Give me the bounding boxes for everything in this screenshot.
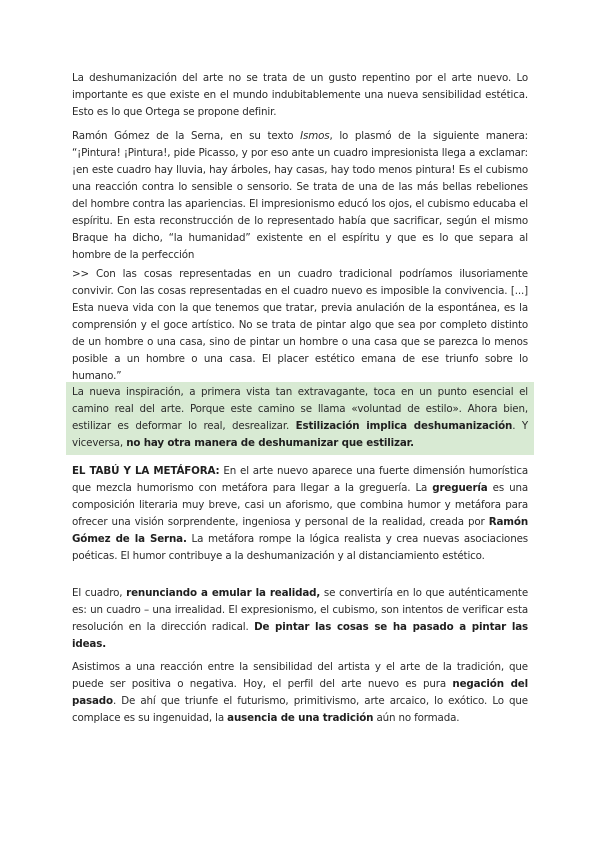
tradicion-bold-1: negación del pasado	[72, 678, 528, 707]
cuadro-text-2: se convertiría en lo que auténticamente es: un cuadro – una irrealidad. El expresionismo, el cubismo, son intentos de verificar esta resolución en la dirección radical.	[72, 587, 528, 633]
tabu-text-1: En el arte nuevo aparece una fuerte dimensión humorística que mezcla humorismo con metáfora para llegar a la greguería. La	[72, 465, 528, 494]
quote-text: , lo plasmó de la siguiente manera: “¡Pintura! ¡Pintura!, pide Picasso, y por eso ante un cuadro impresionista llega a exclamar: ¡en este cuadro hay lluvia, hay árboles, hay casas, hay todo menos pintura! Es el cubismo una reacción contra lo sensible o sensorio. Se trata de una de las más bellas rebeliones del hombre contra las apariencias. El impresionismo educó los ojos, el cubismo educaba el espíritu. En esta reconstrucción de lo representado había que sacrificar, según el mismo Braque ha dicho, “la humanidad” existente en el espíritu y que es lo que separa al hombre de la perfección	[72, 130, 528, 261]
stylization-text: La nueva inspiración, a primera vista tan extravagante, toca en un punto esencial el camino real del arte. Porque este camino se llama «voluntad de estilo». Ahora bien, estilizar es deformar lo real, desrealizar.	[72, 386, 528, 432]
quote-intro-text: Ramón Gómez de la Serna, en su texto	[72, 130, 301, 142]
tabu-text-2: es una composición literaria muy breve, casi un aforismo, que combina humor y metáfora para ofrecer una visión sorprendente, ingeniosa y personal de la realidad, creada por	[72, 482, 528, 528]
paragraph-continuation	[72, 266, 528, 385]
paragraph-tabu-metafora	[72, 463, 528, 565]
paragraph-intro-text: La deshumanización del arte no se trata de un gusto repentino por el arte nuevo. Lo importante es que existe en el mundo indubitablemente una nueva sensibilidad estética. Esto es lo que Ortega se propone definir.	[72, 72, 528, 118]
stylization-bold-1: Estilización implica deshumanización	[295, 420, 513, 432]
tabu-text-3: La metáfora rompe la lógica realista y crea nuevas asociaciones poéticas. El humor contribuye a la deshumanización y al distanciamiento estético.	[72, 533, 528, 562]
paragraph-gomez-quote	[72, 128, 528, 264]
section-heading-tabu: EL TABÚ Y LA METÁFORA:	[72, 465, 220, 477]
tradicion-bold-2: ausencia de una tradición	[227, 712, 374, 724]
tradicion-text-3: aún no formada.	[373, 712, 460, 724]
paragraph-stylization	[72, 384, 528, 452]
greguria-term: greguería	[432, 482, 488, 494]
cuadro-bold-1: renunciando a emular la realidad,	[126, 587, 321, 599]
cuadro-text-1: El cuadro,	[72, 587, 127, 599]
paragraph-tradicion	[72, 659, 528, 727]
cuadro-bold-2: De pintar las cosas se ha pasado a pintar las ideas.	[72, 621, 528, 650]
paragraph-intro	[72, 70, 528, 121]
paragraph-cuadro	[72, 585, 528, 653]
continuation-text: >> Con las cosas representadas en un cuadro tradicional podríamos ilusoriamente convivir. Con las cosas representadas en el cuadro nuevo es imposible la convivencia. [...] Esta nueva vida con la que tenemos que tratar, previa anulación de la espontánea, es la comprensión y el goce artístico. No se trata de pintar algo que sea por completo distinto de un hombre o una casa, sino de pintar un hombre o una casa que se parezca lo menos posible a un hombre o una casa. El placer estético emana de ese triunfo sobre lo humano.”	[72, 268, 528, 382]
stylization-text-2: . Y viceversa,	[72, 420, 528, 449]
tradicion-text-1: Asistimos a una reacción entre la sensibilidad del artista y el arte de la tradición, que puede ser positiva o negativa. Hoy, el perfil del arte nuevo es pura	[72, 661, 528, 690]
ismos-title: Ismos	[300, 130, 330, 142]
stylization-bold-2: no hay otra manera de deshumanizar que estilizar.	[126, 437, 414, 449]
tradicion-text-2: . De ahí que triunfe el futurismo, primitivismo, arte arcaico, lo exótico. Lo que complace es su ingenuidad, la	[72, 695, 528, 724]
author-name: Ramón Gómez de la Serna.	[72, 516, 528, 545]
